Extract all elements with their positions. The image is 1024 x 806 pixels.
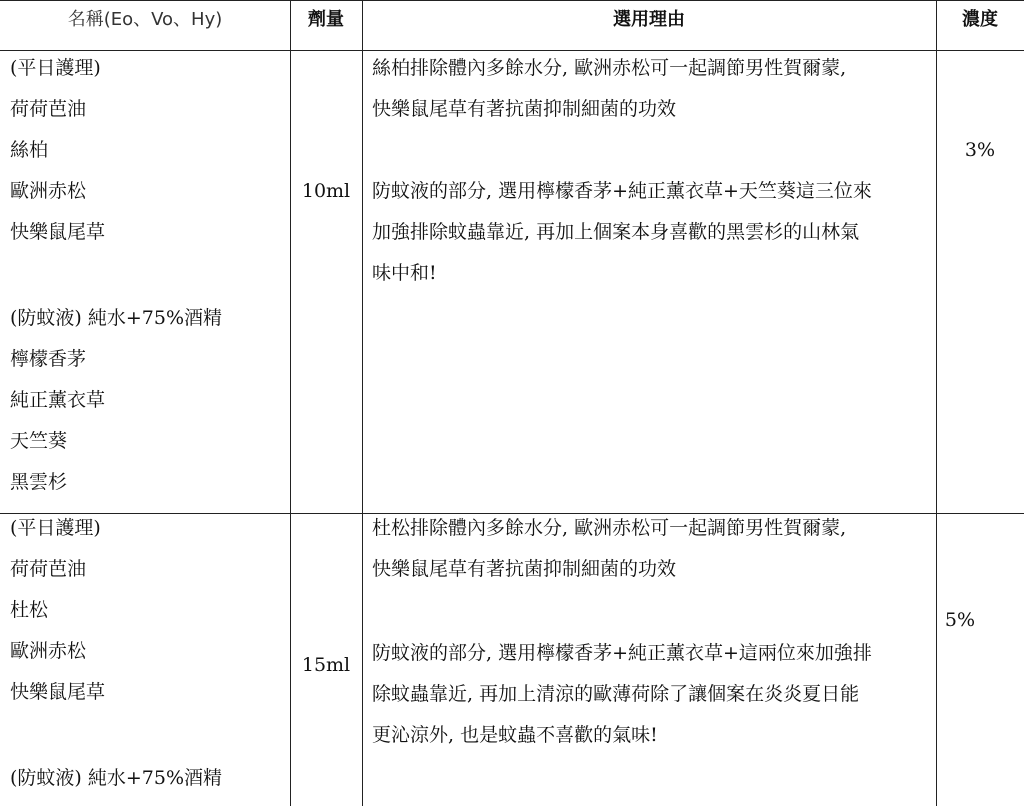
ingredient-line: 荷荷芭油: [10, 98, 87, 120]
reason-line: 加強排除蚊蟲靠近, 再加上個案本身喜歡的黑雲杉的山林氣: [372, 221, 860, 243]
reason-line: 防蚊液的部分, 選用檸檬香茅+純正薰衣草+天竺葵這三位來: [372, 180, 872, 202]
column-divider: [362, 0, 363, 806]
ingredient-line: (平日護理): [10, 57, 101, 79]
ingredient-line: 純正薰衣草: [10, 389, 106, 411]
ingredient-line: 歐洲赤松: [10, 180, 87, 202]
table-top-border: [0, 0, 1024, 1]
header-name: 名稱(Eo、Vo、Hy): [67, 9, 223, 30]
ingredient-line: 檸檬香茅: [10, 348, 87, 370]
ingredient-line: (防蚊液) 純水+75%酒精: [10, 767, 223, 789]
reason-line: 絲柏排除體內多餘水分, 歐洲赤松可一起調節男性賀爾蒙,: [372, 57, 847, 79]
ingredient-line: 荷荷芭油: [10, 558, 87, 580]
ingredient-line: 快樂鼠尾草: [10, 221, 106, 243]
ingredient-line: 歐洲赤松: [10, 640, 87, 662]
row-divider: [0, 513, 1024, 514]
reason-line: 快樂鼠尾草有著抗菌抑制細菌的功效: [372, 558, 677, 580]
column-divider: [290, 0, 291, 806]
concentration-value: 3%: [964, 139, 996, 161]
header-bottom-border: [0, 50, 1024, 51]
reason-line: 防蚊液的部分, 選用檸檬香茅+純正薰衣草+這兩位來加強排: [372, 642, 872, 664]
header-dose: 劑量: [308, 9, 344, 30]
reason-line: 快樂鼠尾草有著抗菌抑制細菌的功效: [372, 98, 677, 120]
header-concentration: 濃度: [962, 9, 998, 30]
ingredient-line: 杜松: [10, 599, 49, 621]
ingredient-line: (防蚊液) 純水+75%酒精: [10, 307, 223, 329]
dose-value: 10ml: [301, 180, 351, 202]
header-reason: 選用理由: [613, 9, 685, 30]
ingredient-line: (平日護理): [10, 517, 101, 539]
reason-line: 更沁涼外, 也是蚊蟲不喜歡的氣味!: [372, 724, 658, 746]
ingredient-line: 快樂鼠尾草: [10, 681, 106, 703]
reason-line: 味中和!: [372, 262, 437, 284]
ingredient-line: 絲柏: [10, 139, 49, 161]
dose-value: 15ml: [301, 654, 351, 676]
ingredient-line: 天竺葵: [10, 430, 68, 452]
concentration-value: 5%: [944, 609, 976, 631]
ingredient-line: 黑雲杉: [10, 471, 68, 493]
reason-line: 除蚊蟲靠近, 再加上清涼的歐薄荷除了讓個案在炎炎夏日能: [372, 683, 860, 705]
column-divider: [936, 0, 937, 806]
reason-line: 杜松排除體內多餘水分, 歐洲赤松可一起調節男性賀爾蒙,: [372, 517, 847, 539]
